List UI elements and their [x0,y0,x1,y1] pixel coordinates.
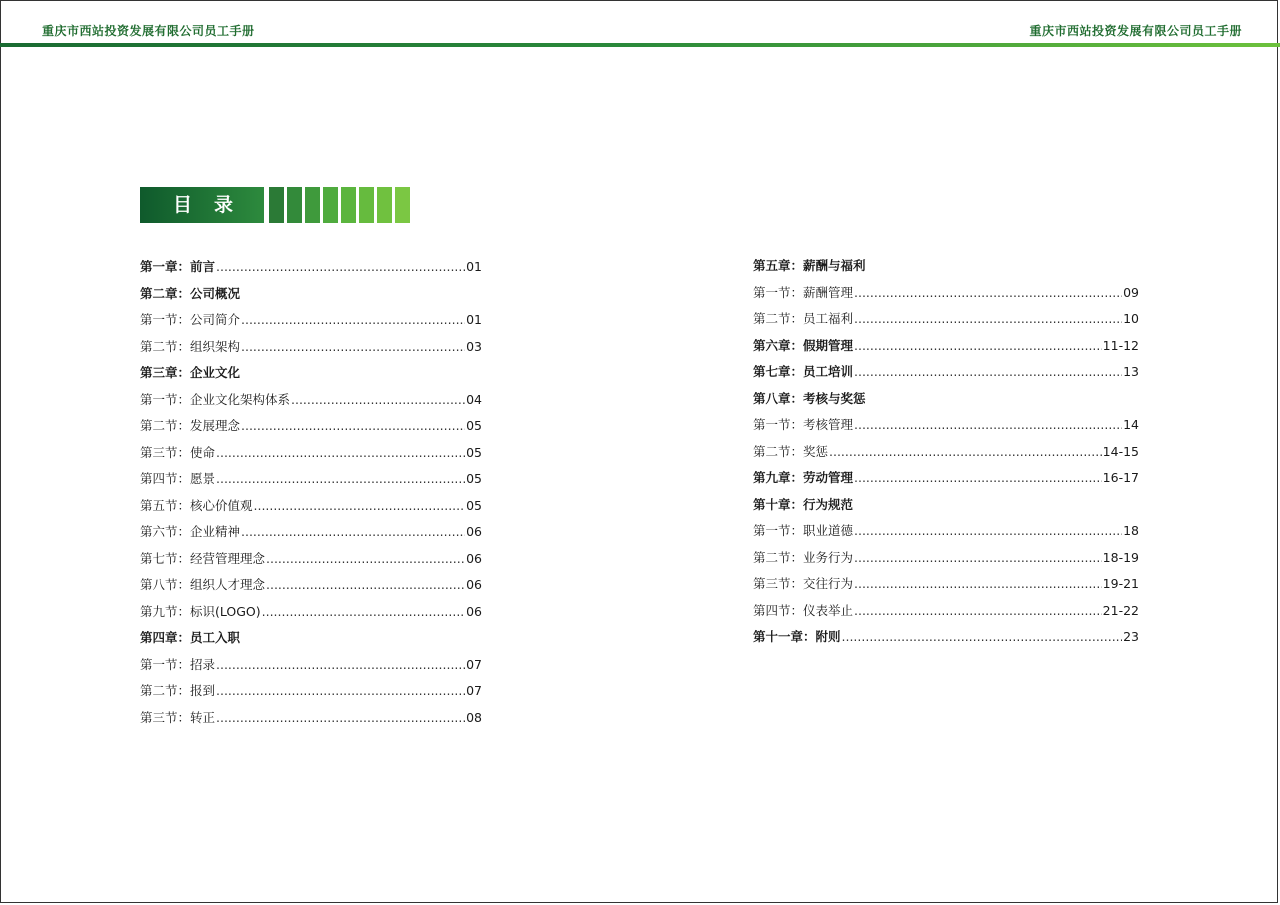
toc-entry-label: 第一节：职业道德 [753,523,854,538]
toc-entry-label: 第五章：薪酬与福利 [753,258,866,273]
toc-leader-dots [241,338,465,355]
toc-entry-label: 第一章：前言 [140,259,216,274]
toc-entry-label: 第九章：劳动管理 [753,470,854,485]
toc-page-number: 13 [1123,364,1139,379]
toc-section-entry [140,444,482,471]
header-title-right: 重庆市西站投资发展有限公司员工手册 [1029,24,1242,38]
toc-section-entry [753,575,1139,602]
toc-page-number: 21-22 [1102,602,1139,618]
toc-leader-dots [241,417,465,434]
toc-section-entry [140,338,482,365]
toc-leader-dots [854,416,1122,433]
toc-chapter-entry [753,363,1139,390]
toc-section-entry [140,470,482,497]
toc-chapter-entry [140,629,482,656]
toc-page-number: 06 [466,550,482,566]
toc-section-entry [140,656,482,683]
toc-entry-label: 第二节：报到 [140,683,216,698]
toc-leader-dots [291,391,465,408]
toc-leader-dots [854,310,1122,327]
toc-leader-dots [842,628,1123,645]
toc-section-entry [140,550,482,577]
toc-heading: 目录 [173,194,256,216]
toc-leader-dots [854,549,1102,566]
toc-leader-dots [216,682,465,699]
toc-section-entry [753,416,1139,443]
toc-leader-dots [266,550,465,567]
decorative-bar [305,187,320,223]
toc-entry-label: 第四节：仪表举止 [753,602,854,618]
toc-entry-label: 第三章：企业文化 [140,365,241,380]
toc-page-number: 07 [466,656,482,672]
toc-entry-label: 第十章：行为规范 [753,496,854,512]
toc-entry-label: 第三节：转正 [140,709,216,725]
toc-leader-dots [216,258,465,275]
decorative-bar [287,187,302,223]
toc-page-number: 07 [466,683,482,698]
toc-entry-label: 第三节：交往行为 [753,576,854,591]
toc-leader-dots [854,602,1102,619]
toc-leader-dots [216,656,465,673]
toc-entry-label: 第一节：薪酬管理 [753,284,854,300]
toc-leader-dots [854,284,1122,301]
toc-entry-label: 第七章：员工培训 [753,364,854,379]
toc-page-number: 05 [466,471,482,486]
toc-page-number: 01 [466,312,482,327]
toc-entry-label: 第八节：组织人才理念 [140,577,266,592]
toc-leader-dots [216,709,465,726]
toc-page-number: 18-19 [1102,549,1139,565]
toc-section-entry [140,311,482,338]
toc-column-left [140,258,482,735]
toc-section-entry [140,682,482,709]
toc-leader-dots [266,576,465,593]
header-title-left: 重庆市西站投资发展有限公司员工手册 [42,24,255,38]
toc-entry-label: 第四章：员工入职 [140,630,241,645]
toc-heading-banner [140,187,264,223]
toc-leader-dots [262,603,465,620]
header-rule [0,43,1280,47]
toc-chapter-entry [753,469,1139,496]
decorative-bar [341,187,356,223]
toc-entry-label: 第三节：使命 [140,444,216,460]
toc-section-entry [753,522,1139,549]
toc-page-number: 14 [1123,417,1139,432]
toc-page-number: 18 [1123,523,1139,538]
toc-section-entry [753,284,1139,311]
toc-entry-label: 第二节：业务行为 [753,549,854,565]
toc-chapter-entry [140,285,482,312]
toc-section-entry [753,549,1139,576]
toc-page-number: 03 [466,338,482,354]
decorative-bar [395,187,410,223]
toc-chapter-entry [753,390,1139,417]
toc-leader-dots [216,470,465,487]
toc-entry-label: 第一节：招录 [140,656,216,672]
toc-page-number: 05 [466,444,482,460]
toc-section-entry [140,417,482,444]
decorative-bar [359,187,374,223]
toc-page-number: 01 [466,259,482,274]
toc-section-entry [753,310,1139,337]
toc-page-number: 04 [466,391,482,407]
toc-chapter-entry [753,628,1139,655]
toc-entry-label: 第六章：假期管理 [753,337,854,353]
toc-page-number: 10 [1123,311,1139,326]
toc-entry-label: 第二节：发展理念 [140,418,241,433]
toc-leader-dots [241,523,465,540]
toc-leader-dots [829,443,1102,460]
toc-page-number: 05 [466,418,482,433]
toc-column-right [753,257,1139,655]
toc-section-entry [140,603,482,630]
toc-chapter-entry [140,258,482,285]
toc-leader-dots [854,575,1102,592]
toc-section-entry [140,709,482,736]
toc-entry-label: 第二节：组织架构 [140,338,241,354]
toc-entry-label: 第八章：考核与奖惩 [753,390,866,406]
toc-leader-dots [854,469,1102,486]
toc-section-entry [140,391,482,418]
toc-page-number: 16-17 [1102,470,1139,485]
toc-leader-dots [216,444,465,461]
toc-page-number: 14-15 [1102,443,1139,459]
toc-page-number: 19-21 [1102,576,1139,591]
decorative-bar [323,187,338,223]
toc-leader-dots [241,311,465,328]
toc-chapter-entry [753,337,1139,364]
toc-entry-label: 第九节：标识(LOGO) [140,603,261,619]
toc-page-number: 11-12 [1102,337,1139,353]
toc-section-entry [140,576,482,603]
toc-leader-dots [254,497,466,514]
toc-entry-label: 第一节：公司简介 [140,312,241,327]
toc-leader-dots [854,337,1102,354]
toc-entry-label: 第十一章：附则 [753,629,841,644]
toc-leader-dots [854,363,1122,380]
toc-entry-label: 第二章：公司概况 [140,285,241,301]
toc-chapter-entry [753,496,1139,523]
toc-chapter-entry [140,364,482,391]
toc-page-number: 08 [466,709,482,725]
decorative-bars [269,187,410,223]
toc-entry-label: 第四节：愿景 [140,471,216,486]
toc-page-number: 23 [1123,629,1139,644]
toc-section-entry [753,602,1139,629]
toc-section-entry [140,497,482,524]
toc-page-number: 09 [1123,284,1139,300]
toc-chapter-entry [753,257,1139,284]
toc-section-entry [753,443,1139,470]
decorative-bar [269,187,284,223]
toc-entry-label: 第七节：经营管理理念 [140,550,266,566]
decorative-bar [377,187,392,223]
toc-entry-label: 第一节：考核管理 [753,417,854,432]
toc-page-number: 06 [466,603,482,619]
toc-page-number: 06 [466,577,482,592]
toc-section-entry [140,523,482,550]
toc-entry-label: 第一节：企业文化架构体系 [140,391,291,407]
toc-page-number: 05 [466,497,482,513]
toc-entry-label: 第二节：员工福利 [753,311,854,326]
toc-entry-label: 第六节：企业精神 [140,524,241,539]
toc-entry-label: 第五节：核心价值观 [140,497,253,513]
toc-leader-dots [854,522,1122,539]
toc-entry-label: 第二节：奖惩 [753,443,829,459]
toc-page-number: 06 [466,524,482,539]
